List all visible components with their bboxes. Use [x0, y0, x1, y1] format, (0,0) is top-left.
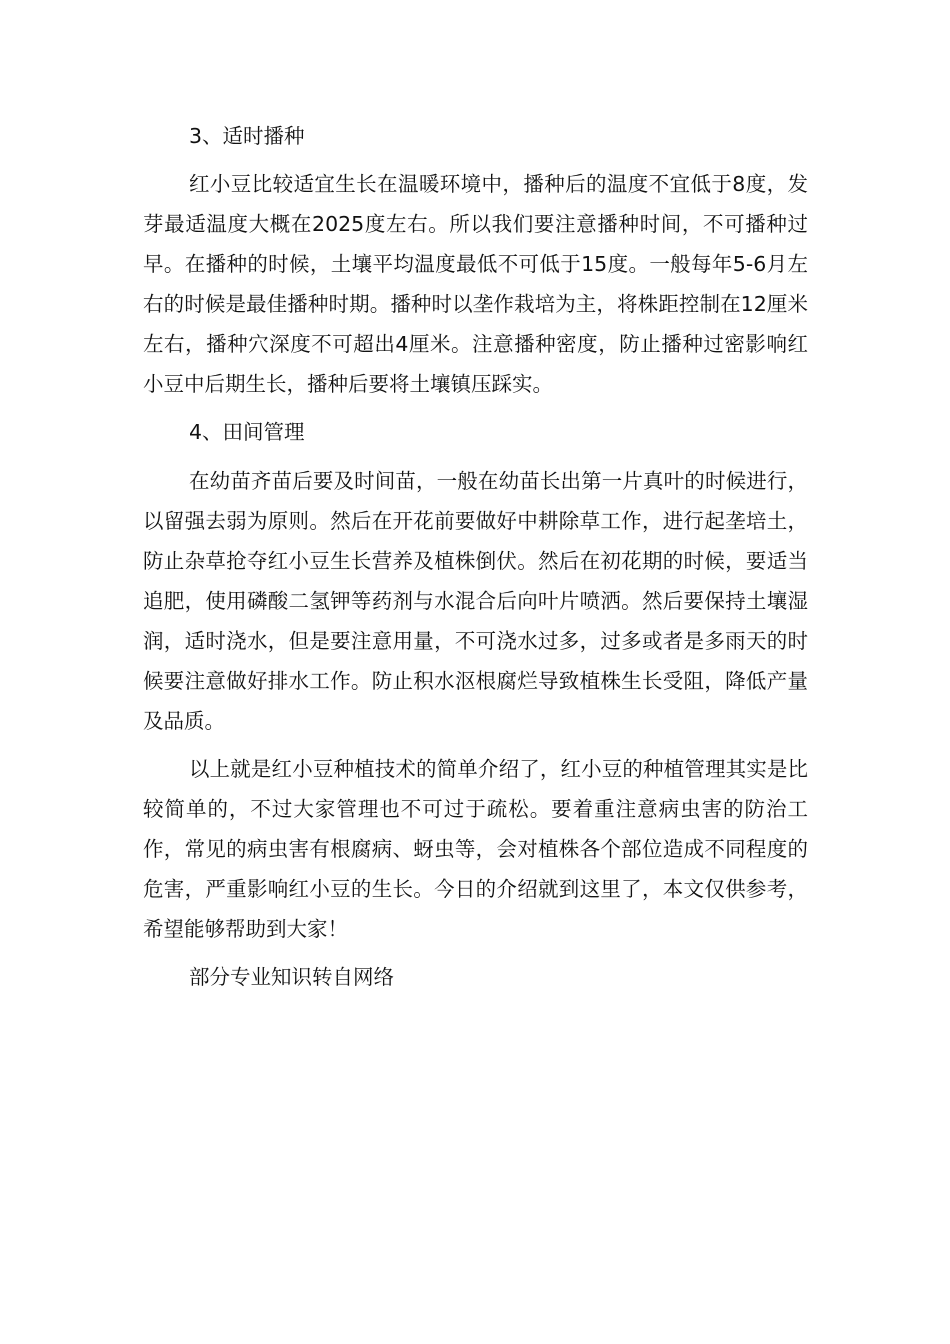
section-heading-timely-sowing: 3、适时播种	[189, 124, 305, 148]
section-heading-field-management: 4、田间管理	[189, 420, 305, 444]
paragraph-conclusion: 以上就是红小豆种植技术的简单介绍了，红小豆的种植管理其实是比较简单的，不过大家管理也不可过于疏松。要着重注意病虫害的防治工作，常见的病虫害有根腐病、蚜虫等，会对植株各个部位造成不同程度的危害，严重影响红小豆的生长。今日的介绍就到这里了，本文仅供参考，希望能够帮助到大家！	[143, 757, 808, 941]
paragraph-field-management: 在幼苗齐苗后要及时间苗，一般在幼苗长出第一片真叶的时候进行，以留强去弱为原则。然后在开花前要做好中耕除草工作，进行起垄培土，防止杂草抢夺红小豆生长营养及植株倒伏。然后在初花期的时候，要适当追肥，使用磷酸二氢钾等药剂与水混合后向叶片喷洒。然后要保持土壤湿润，适时浇水，但是要注意用量，不可浇水过多，过多或者是多雨天的时候要注意做好排水工作。防止积水沤根腐烂导致植株生长受阻，降低产量及品质。	[143, 469, 808, 733]
source-note: 部分专业知识转自网络	[189, 965, 394, 989]
paragraph-timely-sowing: 红小豆比较适宜生长在温暖环境中，播种后的温度不宜低于8度，发芽最适温度大概在2025度左右。所以我们要注意播种时间，不可播种过早。在播种的时候，土壤平均温度最低不可低于15度。一般每年5-6月左右的时候是最佳播种时期。播种时以垄作栽培为主，将株距控制在12厘米左右，播种穴深度不可超出4厘米。注意播种密度，防止播种过密影响红小豆中后期生长，播种后要将土壤镇压踩实。	[143, 172, 808, 396]
document-body	[143, 116, 808, 997]
